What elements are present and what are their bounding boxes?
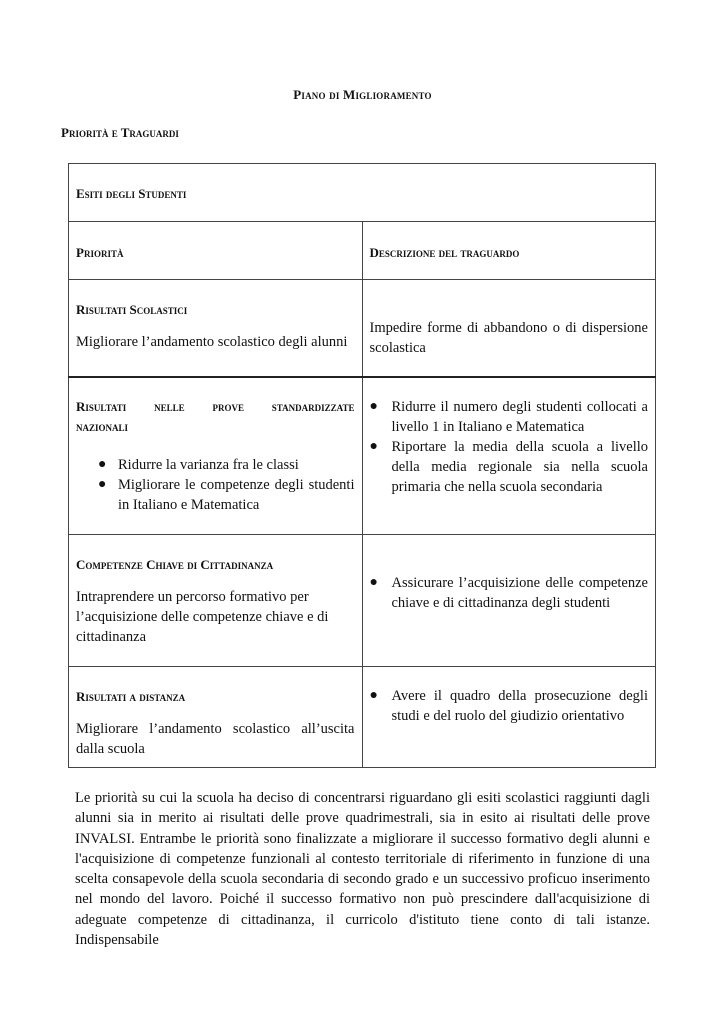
- description-bullet-list: [370, 686, 649, 726]
- table-row-esiti: [69, 164, 656, 222]
- table-row: [69, 377, 656, 535]
- priority-heading: Competenze Chiave di Cittadinanza: [76, 557, 274, 572]
- column-header-descrizione: Descrizione del traguardo: [369, 245, 520, 260]
- description-cell: [362, 667, 656, 768]
- description-text: Impedire forme di abbandono o di dispersione scolastica: [369, 320, 648, 356]
- priority-cell: [69, 535, 363, 667]
- header-cell-priorita: [69, 222, 363, 280]
- priorities-table: [68, 163, 656, 768]
- priority-text: Migliorare l’andamento scolastico degli alunni: [76, 334, 348, 350]
- table-header-row: [69, 222, 656, 280]
- list-item: [370, 397, 649, 437]
- table-row: [69, 667, 656, 768]
- body-paragraph: Le priorità su cui la scuola ha deciso di concentrarsi riguardano gli esiti scolastici raggiunti dagli alunni sia in merito ai risultati delle prove quadrimestrali, sia in esito ai risultati delle prove INVALSI. Entrambe le priorità sono finalizzate a migliorare il successo formativo degli alunni e l'acquisizione di competenze funzionali al contesto territoriale di riferimento in funzione di una scelta consapevole della scuola secondaria di secondo grado e un successivo proficuo inserimento nel mondo del lavoro. Poiché il successo formativo non può prescindere dall'acquisizione di adeguate competenze di cittadinanza, il curricolo d'istituto tiene conto di tali istanze. Indispensabile: [75, 790, 650, 949]
- priority-text: Migliorare l’andamento scolastico all’uscita dalla scuola: [76, 721, 355, 757]
- description-cell: [362, 535, 656, 667]
- description-bullet-list: [370, 397, 649, 497]
- bullet-icon: ●: [369, 399, 378, 414]
- list-item: [76, 475, 355, 515]
- priority-heading: Risultati a distanza: [76, 689, 186, 704]
- list-item: [370, 686, 649, 726]
- bullet-icon: ●: [98, 477, 107, 492]
- bullet-icon: ●: [369, 439, 378, 454]
- list-item-text: Migliorare le competenze degli studenti in Italiano e Matematica: [118, 477, 355, 513]
- priority-cell: [69, 280, 363, 378]
- list-item-text: Riportare la media della scuola a livello della media regionale sia nella scuola primaria che nella scuola secondaria: [391, 439, 648, 495]
- list-item-text: Assicurare l’acquisizione delle competenze chiave e di cittadinanza degli studenti: [391, 575, 648, 611]
- list-item: [76, 455, 355, 475]
- description-cell: [362, 280, 656, 378]
- bullet-icon: ●: [369, 688, 378, 703]
- priority-heading-line: nazionali: [76, 419, 129, 434]
- document-title: Piano di Miglioramento: [293, 87, 432, 102]
- section-heading: Priorità e Traguardi: [61, 125, 179, 140]
- description-cell: [362, 377, 656, 535]
- priority-cell: [69, 667, 363, 768]
- bullet-icon: ●: [369, 575, 378, 590]
- list-item-text: Ridurre il numero degli studenti collocati a livello 1 in Italiano e Matematica: [391, 399, 648, 435]
- table-row: [69, 535, 656, 667]
- esiti-header-cell: [69, 164, 656, 222]
- list-item-text: Avere il quadro della prosecuzione degli studi e del ruolo del giudizio orientativo: [391, 688, 648, 724]
- esiti-header: Esiti degli Studenti: [76, 186, 187, 201]
- priority-bullet-list: [76, 455, 355, 515]
- priority-heading-line: Risultati nelle prove standardizzate: [76, 399, 355, 414]
- list-item: [370, 573, 649, 613]
- list-item-text: Ridurre la varianza fra le classi: [118, 457, 299, 473]
- priority-heading: Risultati Scolastici: [76, 302, 188, 317]
- list-item: [370, 437, 649, 497]
- description-bullet-list: [370, 573, 649, 613]
- bullet-icon: ●: [98, 457, 107, 472]
- header-cell-descrizione: [362, 222, 656, 280]
- column-header-priorita: Priorità: [76, 245, 124, 260]
- priority-text: Intraprendere un percorso formativo per l’acquisizione delle competenze chiave e di cittadinanza: [76, 589, 329, 645]
- table-row: [69, 280, 656, 378]
- priority-cell: [69, 377, 363, 535]
